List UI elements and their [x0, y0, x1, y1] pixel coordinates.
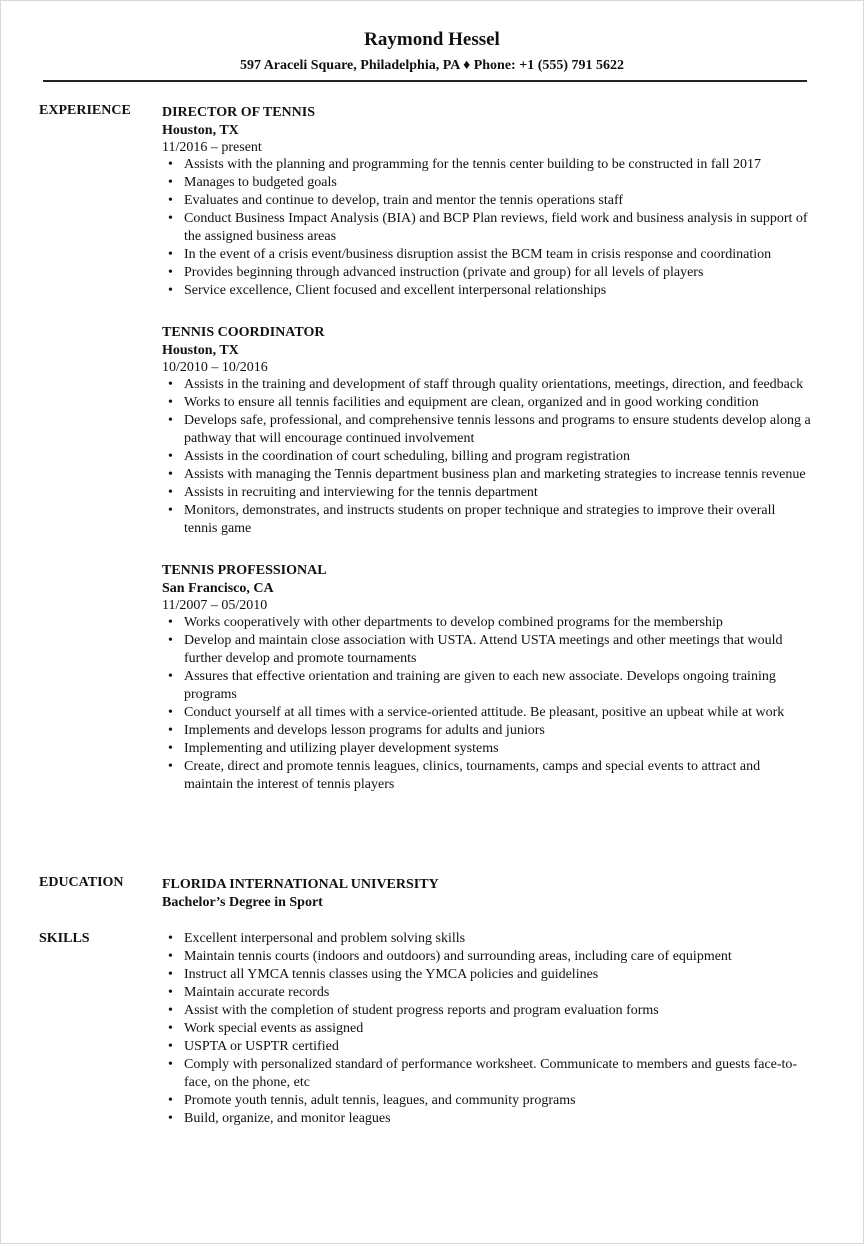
bullet-item: • Monitors, demonstrates, and instructs students on proper technique and strategies to improve their overall tennis game	[162, 502, 811, 538]
job-title: TENNIS PROFESSIONAL	[162, 563, 327, 578]
bullet-item: • Assists in the training and development of staff through quality orientations, meetings, direction, and feedback	[162, 376, 811, 394]
header-divider	[43, 80, 807, 82]
job-entry	[162, 323, 811, 538]
skill-item: • Instruct all YMCA tennis classes using the YMCA policies and guidelines	[162, 966, 811, 984]
bullet-item: • Provides beginning through advanced instruction (private and group) for all levels of players	[162, 264, 811, 282]
bullet-item: • Implementing and utilizing player development systems	[162, 740, 811, 758]
skill-item: • USPTA or USPTR certified	[162, 1038, 811, 1056]
bullet-item: • Assists with the planning and programming for the tennis center building to be constructed in fall 2017	[162, 156, 811, 174]
bullet-item: • Implements and develops lesson programs for adults and juniors	[162, 722, 811, 740]
bullet-item: • Conduct yourself at all times with a service-oriented attitude. Be pleasant, positive an upbeat while at work	[162, 704, 811, 722]
bullet-item: • Assists in recruiting and interviewing for the tennis department	[162, 484, 811, 502]
job-dates: 11/2007 – 05/2010	[162, 598, 268, 613]
bullet-item: • Conduct Business Impact Analysis (BIA) and BCP Plan reviews, field work and business analysis in support of the assigned business areas	[162, 210, 811, 246]
experience-label: EXPERIENCE	[39, 103, 131, 118]
job-entry	[162, 561, 811, 794]
skill-item: • Build, organize, and monitor leagues	[162, 1110, 811, 1128]
candidate-name: Raymond Hessel	[364, 29, 500, 50]
bullet-item: • Manages to budgeted goals	[162, 174, 811, 192]
bullet-item: • Assists in the coordination of court scheduling, billing and program registration	[162, 448, 811, 466]
skills-label: SKILLS	[39, 931, 90, 946]
skill-item: • Work special events as assigned	[162, 1020, 811, 1038]
skill-item: • Comply with personalized standard of performance worksheet. Communicate to members and guests face-to-face, on the phone, etc	[162, 1056, 811, 1092]
bullet-item: • Create, direct and promote tennis leagues, clinics, tournaments, camps and special events to attract and maintain the interest of tennis players	[162, 758, 811, 794]
education-label: EDUCATION	[39, 875, 124, 890]
bullet-item: • Works cooperatively with other departments to develop combined programs for the membership	[162, 614, 811, 632]
skill-item: • Maintain accurate records	[162, 984, 811, 1002]
job-bullets	[162, 156, 811, 300]
bullet-item: • Assists with managing the Tennis department business plan and marketing strategies to increase tennis revenue	[162, 466, 811, 484]
job-location: Houston, TX	[162, 123, 239, 138]
skills-body	[162, 930, 811, 1128]
skills-list	[162, 930, 811, 1128]
job-location: Houston, TX	[162, 343, 239, 358]
education-body	[162, 875, 811, 911]
bullet-item: • Develops safe, professional, and comprehensive tennis lessons and programs to ensure students develop along a pathway that will encourage continued involvement	[162, 412, 811, 448]
bullet-item: • In the event of a crisis event/business disruption assist the BCM team in crisis response and coordination	[162, 246, 811, 264]
contact-line: 597 Araceli Square, Philadelphia, PA ♦ Phone: +1 (555) 791 5622	[239, 58, 625, 73]
skill-item: • Assist with the completion of student progress reports and program evaluation forms	[162, 1002, 811, 1020]
degree: Bachelor’s Degree in Sport	[162, 895, 323, 910]
resume-header	[1, 1, 863, 75]
skill-item: • Promote youth tennis, adult tennis, leagues, and community programs	[162, 1092, 811, 1110]
school-name: FLORIDA INTERNATIONAL UNIVERSITY	[162, 877, 439, 892]
job-entry	[162, 103, 811, 300]
bullet-item: • Evaluates and continue to develop, train and mentor the tennis operations staff	[162, 192, 811, 210]
bullet-item: • Develop and maintain close association with USTA. Attend USTA meetings and other meetings that would further develop and promote tournaments	[162, 632, 811, 668]
job-bullets	[162, 614, 811, 794]
job-dates: 11/2016 – present	[162, 140, 262, 155]
bullet-item: • Service excellence, Client focused and excellent interpersonal relationships	[162, 282, 811, 300]
job-location: San Francisco, CA	[162, 581, 274, 596]
bullet-item: • Works to ensure all tennis facilities and equipment are clean, organized and in good working condition	[162, 394, 811, 412]
experience-body	[162, 103, 811, 817]
job-dates: 10/2010 – 10/2016	[162, 360, 268, 375]
bullet-item: • Assures that effective orientation and training are given to each new associate. Develops ongoing training programs	[162, 668, 811, 704]
skill-item: • Maintain tennis courts (indoors and outdoors) and surrounding areas, including care of equipment	[162, 948, 811, 966]
skill-item: • Excellent interpersonal and problem solving skills	[162, 930, 811, 948]
job-title: TENNIS COORDINATOR	[162, 325, 325, 340]
job-bullets	[162, 376, 811, 538]
job-title: DIRECTOR OF TENNIS	[162, 105, 316, 120]
